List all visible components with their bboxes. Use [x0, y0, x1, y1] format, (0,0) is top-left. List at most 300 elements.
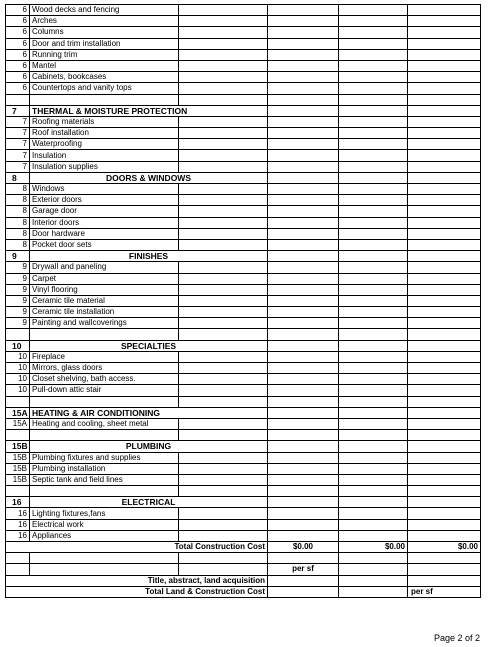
- amount-cell: [339, 228, 408, 239]
- total-value: $0.00: [339, 542, 408, 553]
- item-description: Pull-down attic stair: [30, 385, 179, 396]
- empty-cell: [268, 329, 339, 340]
- division-number: 9: [6, 262, 30, 273]
- item-description: Plumbing fixtures and supplies: [30, 452, 179, 463]
- amount-cell: [179, 195, 268, 206]
- amount-cell: [268, 206, 339, 217]
- division-number: 15A: [6, 418, 30, 429]
- cost-estimate-table: [5, 4, 481, 598]
- per-sf-row: [6, 564, 481, 575]
- line-item-row: [6, 307, 481, 318]
- division-number: 8: [6, 184, 30, 195]
- amount-cell: [179, 60, 268, 71]
- amount-cell: [408, 72, 481, 83]
- amount-cell: [268, 374, 339, 385]
- section-number: 15B: [6, 441, 30, 452]
- item-description: Lighting fixtures,fans: [30, 508, 179, 519]
- amount-cell: [339, 161, 408, 172]
- amount-cell: [268, 161, 339, 172]
- empty-cell: [179, 94, 268, 105]
- division-number: 6: [6, 72, 30, 83]
- amount-cell: [339, 407, 408, 418]
- amount-cell: [408, 228, 481, 239]
- amount-cell: [268, 463, 339, 474]
- division-number: 9: [6, 318, 30, 329]
- section-header-row: [6, 105, 481, 116]
- line-item-row: [6, 418, 481, 429]
- line-item-row: [6, 385, 481, 396]
- empty-cell: [268, 575, 339, 586]
- amount-cell: [339, 27, 408, 38]
- division-number: 10: [6, 363, 30, 374]
- amount-cell: [408, 262, 481, 273]
- line-item-row: [6, 116, 481, 127]
- division-number: 6: [6, 16, 30, 27]
- section-header-row: [6, 441, 481, 452]
- division-number: 15B: [6, 474, 30, 485]
- amount-cell: [268, 363, 339, 374]
- division-number: 7: [6, 128, 30, 139]
- amount-cell: [339, 351, 408, 362]
- line-item-row: [6, 474, 481, 485]
- amount-cell: [179, 418, 268, 429]
- item-description: Roof installation: [30, 128, 179, 139]
- empty-cell: [268, 430, 339, 441]
- line-item-row: [6, 284, 481, 295]
- amount-cell: [339, 195, 408, 206]
- line-item-row: [6, 295, 481, 306]
- amount-cell: [408, 295, 481, 306]
- item-description: Fireplace: [30, 351, 179, 362]
- amount-cell: [268, 239, 339, 250]
- amount-cell: [408, 116, 481, 127]
- amount-cell: [268, 508, 339, 519]
- blank-row: [6, 553, 481, 564]
- amount-cell: [179, 239, 268, 250]
- amount-cell: [339, 150, 408, 161]
- amount-cell: [339, 508, 408, 519]
- amount-cell: [339, 16, 408, 27]
- amount-cell: [408, 217, 481, 228]
- amount-cell: [408, 363, 481, 374]
- line-item-row: [6, 530, 481, 541]
- amount-cell: [339, 452, 408, 463]
- amount-cell: [268, 228, 339, 239]
- amount-cell: [179, 530, 268, 541]
- item-description: Closet shelving, bath access.: [30, 374, 179, 385]
- amount-cell: [268, 385, 339, 396]
- item-description: Waterproofing: [30, 139, 179, 150]
- empty-cell: [339, 94, 408, 105]
- amount-cell: [268, 273, 339, 284]
- amount-cell: [268, 217, 339, 228]
- empty-cell: [339, 486, 408, 497]
- amount-cell: [339, 530, 408, 541]
- division-number: 8: [6, 239, 30, 250]
- amount-cell: [268, 351, 339, 362]
- empty-cell: [30, 486, 179, 497]
- line-item-row: [6, 16, 481, 27]
- empty-cell: [408, 396, 481, 407]
- empty-cell: [6, 486, 30, 497]
- amount-cell: [179, 519, 268, 530]
- item-description: Insulation supplies: [30, 161, 179, 172]
- empty-cell: [268, 486, 339, 497]
- division-number: 7: [6, 161, 30, 172]
- amount-cell: [408, 519, 481, 530]
- empty-cell: [6, 396, 30, 407]
- amount-cell: [339, 497, 408, 508]
- amount-cell: [408, 27, 481, 38]
- line-item-row: [6, 195, 481, 206]
- per-sf-label: per sf: [268, 564, 339, 575]
- section-title: FINISHES: [30, 251, 268, 262]
- blank-row: [6, 430, 481, 441]
- amount-cell: [408, 139, 481, 150]
- blank-row: [6, 94, 481, 105]
- amount-cell: [339, 116, 408, 127]
- empty-cell: [408, 329, 481, 340]
- empty-cell: [179, 396, 268, 407]
- amount-cell: [268, 418, 339, 429]
- empty-cell: [339, 329, 408, 340]
- amount-cell: [179, 385, 268, 396]
- empty-cell: [268, 553, 339, 564]
- amount-cell: [408, 273, 481, 284]
- line-item-row: [6, 139, 481, 150]
- amount-cell: [179, 161, 268, 172]
- amount-cell: [408, 284, 481, 295]
- empty-cell: [339, 586, 408, 597]
- division-number: 6: [6, 49, 30, 60]
- item-description: Running trim: [30, 49, 179, 60]
- amount-cell: [339, 72, 408, 83]
- empty-cell: [179, 553, 268, 564]
- item-description: Door hardware: [30, 228, 179, 239]
- item-description: Mantel: [30, 60, 179, 71]
- empty-cell: [6, 329, 30, 340]
- amount-cell: [268, 38, 339, 49]
- amount-cell: [339, 374, 408, 385]
- division-number: 15B: [6, 463, 30, 474]
- amount-cell: [408, 318, 481, 329]
- line-item-row: [6, 38, 481, 49]
- item-description: Vinyl flooring: [30, 284, 179, 295]
- section-header-row: [6, 251, 481, 262]
- amount-cell: [179, 363, 268, 374]
- amount-cell: [179, 262, 268, 273]
- item-description: Columns: [30, 27, 179, 38]
- amount-cell: [268, 195, 339, 206]
- blank-row: [6, 329, 481, 340]
- line-item-row: [6, 5, 481, 16]
- amount-cell: [268, 139, 339, 150]
- item-description: Interior doors: [30, 217, 179, 228]
- amount-cell: [408, 351, 481, 362]
- amount-cell: [179, 508, 268, 519]
- line-item-row: [6, 374, 481, 385]
- amount-cell: [268, 27, 339, 38]
- division-number: 8: [6, 206, 30, 217]
- empty-cell: [339, 396, 408, 407]
- item-description: Arches: [30, 16, 179, 27]
- amount-cell: [408, 206, 481, 217]
- amount-cell: [179, 16, 268, 27]
- amount-cell: [408, 441, 481, 452]
- amount-cell: [339, 474, 408, 485]
- empty-cell: [30, 553, 179, 564]
- line-item-row: [6, 150, 481, 161]
- empty-cell: [179, 430, 268, 441]
- amount-cell: [339, 418, 408, 429]
- division-number: 6: [6, 83, 30, 94]
- amount-cell: [339, 83, 408, 94]
- item-description: Ceramic tile installation: [30, 307, 179, 318]
- amount-cell: [408, 385, 481, 396]
- empty-cell: [179, 486, 268, 497]
- amount-cell: [268, 295, 339, 306]
- line-item-row: [6, 128, 481, 139]
- empty-cell: [30, 396, 179, 407]
- total-land-label: Total Land & Construction Cost: [6, 586, 268, 597]
- line-item-row: [6, 161, 481, 172]
- amount-cell: [179, 217, 268, 228]
- line-item-row: [6, 228, 481, 239]
- amount-cell: [339, 284, 408, 295]
- division-number: 6: [6, 5, 30, 16]
- total-construction-row: [6, 542, 481, 553]
- division-number: 10: [6, 385, 30, 396]
- amount-cell: [179, 83, 268, 94]
- total-construction-label: Total Construction Cost: [6, 542, 268, 553]
- line-item-row: [6, 49, 481, 60]
- amount-cell: [339, 5, 408, 16]
- amount-cell: [408, 452, 481, 463]
- amount-cell: [339, 318, 408, 329]
- division-number: 10: [6, 351, 30, 362]
- title-abstract-row: [6, 575, 481, 586]
- amount-cell: [179, 206, 268, 217]
- amount-cell: [179, 295, 268, 306]
- total-value: $0.00: [268, 542, 339, 553]
- title-abstract-label: Title, abstract, land acquisition: [6, 575, 268, 586]
- empty-cell: [339, 430, 408, 441]
- amount-cell: [268, 150, 339, 161]
- amount-cell: [339, 38, 408, 49]
- line-item-row: [6, 262, 481, 273]
- item-description: Ceramic tile material: [30, 295, 179, 306]
- amount-cell: [268, 318, 339, 329]
- amount-cell: [408, 49, 481, 60]
- empty-cell: [30, 329, 179, 340]
- line-item-row: [6, 463, 481, 474]
- amount-cell: [339, 273, 408, 284]
- division-number: 9: [6, 273, 30, 284]
- amount-cell: [268, 172, 339, 183]
- line-item-row: [6, 508, 481, 519]
- item-description: Door and trim installation: [30, 38, 179, 49]
- amount-cell: [268, 452, 339, 463]
- amount-cell: [408, 60, 481, 71]
- amount-cell: [339, 49, 408, 60]
- amount-cell: [179, 5, 268, 16]
- amount-cell: [268, 105, 339, 116]
- amount-cell: [268, 307, 339, 318]
- amount-cell: [179, 273, 268, 284]
- blank-row: [6, 486, 481, 497]
- empty-cell: [30, 430, 179, 441]
- amount-cell: [268, 5, 339, 16]
- division-number: 7: [6, 116, 30, 127]
- amount-cell: [408, 172, 481, 183]
- empty-cell: [6, 94, 30, 105]
- amount-cell: [408, 307, 481, 318]
- section-number: 10: [6, 340, 30, 351]
- empty-cell: [268, 94, 339, 105]
- division-number: 16: [6, 519, 30, 530]
- division-number: 6: [6, 27, 30, 38]
- amount-cell: [268, 184, 339, 195]
- amount-cell: [268, 83, 339, 94]
- division-number: 8: [6, 228, 30, 239]
- item-description: Drywall and paneling: [30, 262, 179, 273]
- amount-cell: [408, 38, 481, 49]
- item-description: Roofing materials: [30, 116, 179, 127]
- amount-cell: [408, 374, 481, 385]
- section-number: 16: [6, 497, 30, 508]
- amount-cell: [339, 340, 408, 351]
- amount-cell: [268, 407, 339, 418]
- amount-cell: [408, 161, 481, 172]
- amount-cell: [339, 105, 408, 116]
- item-description: Electrical work: [30, 519, 179, 530]
- division-number: 16: [6, 508, 30, 519]
- empty-cell: [179, 329, 268, 340]
- amount-cell: [268, 474, 339, 485]
- empty-cell: [6, 553, 30, 564]
- amount-cell: [268, 441, 339, 452]
- amount-cell: [408, 251, 481, 262]
- amount-cell: [408, 16, 481, 27]
- amount-cell: [339, 60, 408, 71]
- amount-cell: [179, 38, 268, 49]
- amount-cell: [339, 172, 408, 183]
- amount-cell: [339, 519, 408, 530]
- division-number: 15B: [6, 452, 30, 463]
- amount-cell: [408, 105, 481, 116]
- amount-cell: [408, 497, 481, 508]
- section-number: 15A: [6, 407, 30, 418]
- item-description: Insulation: [30, 150, 179, 161]
- amount-cell: [268, 340, 339, 351]
- empty-cell: [339, 553, 408, 564]
- amount-cell: [268, 49, 339, 60]
- section-number: 9: [6, 251, 30, 262]
- section-title: ELECTRICAL: [30, 497, 268, 508]
- amount-cell: [268, 116, 339, 127]
- division-number: 10: [6, 374, 30, 385]
- empty-cell: [408, 94, 481, 105]
- amount-cell: [339, 217, 408, 228]
- division-number: 9: [6, 284, 30, 295]
- amount-cell: [408, 150, 481, 161]
- amount-cell: [408, 474, 481, 485]
- line-item-row: [6, 60, 481, 71]
- line-item-row: [6, 184, 481, 195]
- section-header-row: [6, 340, 481, 351]
- item-description: Mirrors, glass doors: [30, 363, 179, 374]
- item-description: Wood decks and fencing: [30, 5, 179, 16]
- empty-cell: [268, 586, 339, 597]
- amount-cell: [339, 139, 408, 150]
- division-number: 9: [6, 295, 30, 306]
- amount-cell: [179, 27, 268, 38]
- item-description: Appliances: [30, 530, 179, 541]
- amount-cell: [179, 474, 268, 485]
- item-description: Garage door: [30, 206, 179, 217]
- amount-cell: [268, 519, 339, 530]
- amount-cell: [408, 83, 481, 94]
- section-header-row: [6, 407, 481, 418]
- amount-cell: [408, 508, 481, 519]
- amount-cell: [408, 184, 481, 195]
- amount-cell: [268, 284, 339, 295]
- item-description: Cabinets, bookcases: [30, 72, 179, 83]
- line-item-row: [6, 519, 481, 530]
- amount-cell: [339, 239, 408, 250]
- blank-row: [6, 396, 481, 407]
- amount-cell: [268, 16, 339, 27]
- section-number: 8: [6, 172, 30, 183]
- amount-cell: [339, 128, 408, 139]
- line-item-row: [6, 452, 481, 463]
- item-description: Carpet: [30, 273, 179, 284]
- item-description: Countertops and vanity tops: [30, 83, 179, 94]
- line-item-row: [6, 206, 481, 217]
- empty-cell: [339, 564, 408, 575]
- amount-cell: [179, 228, 268, 239]
- amount-cell: [339, 184, 408, 195]
- amount-cell: [408, 128, 481, 139]
- amount-cell: [179, 116, 268, 127]
- line-item-row: [6, 217, 481, 228]
- item-description: Exterior doors: [30, 195, 179, 206]
- section-header-row: [6, 497, 481, 508]
- cost-estimate-body: [6, 5, 481, 598]
- amount-cell: [268, 530, 339, 541]
- amount-cell: [408, 5, 481, 16]
- amount-cell: [179, 284, 268, 295]
- amount-cell: [268, 497, 339, 508]
- empty-cell: [408, 564, 481, 575]
- amount-cell: [339, 206, 408, 217]
- amount-cell: [339, 463, 408, 474]
- amount-cell: [179, 452, 268, 463]
- line-item-row: [6, 273, 481, 284]
- amount-cell: [408, 195, 481, 206]
- amount-cell: [339, 363, 408, 374]
- amount-cell: [339, 262, 408, 273]
- amount-cell: [179, 374, 268, 385]
- division-number: 8: [6, 217, 30, 228]
- line-item-row: [6, 83, 481, 94]
- empty-cell: [179, 564, 268, 575]
- amount-cell: [268, 72, 339, 83]
- empty-cell: [6, 430, 30, 441]
- line-item-row: [6, 318, 481, 329]
- amount-cell: [179, 351, 268, 362]
- item-description: Septic tank and field lines: [30, 474, 179, 485]
